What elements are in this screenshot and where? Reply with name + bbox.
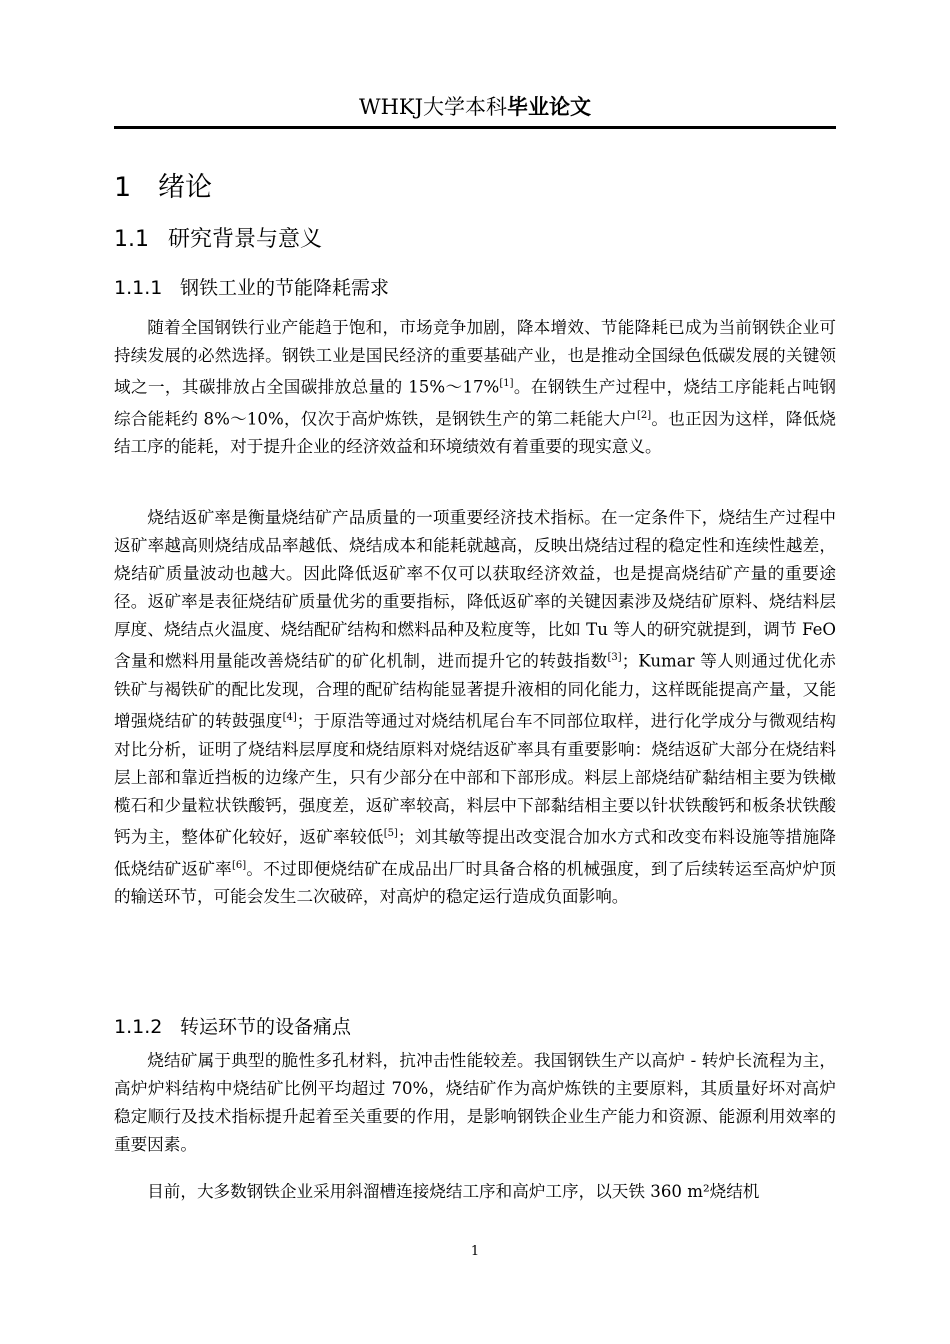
citation-marker: [6] xyxy=(231,859,247,871)
paragraph: 烧结返矿率是衡量烧结矿产品质量的一项重要经济技术指标。在一定条件下，烧结生产过程中返矿率越高则烧结成品率越低、烧结成本和能耗就越高，反映出烧结过程的稳定性和连续性越差，烧结矿质量波动也越大。因此降低返矿率不仅可以获取经济效益，也是提高烧结矿产量的重要途径。返矿率是表征烧结矿质量优劣的重要指标，降低返矿率的关键因素涉及烧结矿原料、烧结料层厚度、烧结点火温度、烧结配矿结构和燃料品种及粒度等，比如 Tu 等人的研究就提到，调节 FeO 含量和燃料用量能改善烧结矿的矿化机制，进而提升它的转鼓指数[3]；Kumar 等人则通过优化赤铁矿与褐铁矿的配比发现，合理的配矿结构能显著提升液相的同化能力，这样既能提高产量，又能增强烧结矿的转鼓强度[4]；于原浩等通过对烧结机尾台车不同部位取样，进行化学成分与微观结构对比分析，证明了烧结料层厚度和烧结原料对烧结返矿率具有重要影响：烧结返矿大部分在烧结料层上部和靠近挡板的边缘产生，只有少部分在中部和下部形成。料层上部烧结矿黏结相主要为铁橄榄石和少量粒状铁酸钙，强度差，返矿率较高，料层中下部黏结相主要以针状铁酸钙和板条状铁酸钙为主，整体矿化较好，返矿率较低[5]；刘其敏等提出改变混合加水方式和改变布料设施等措施降低烧结矿返矿率[6]。不过即便烧结矿在成品出厂时具备合格的机械强度，到了后续转运至高炉炉顶的输送环节，可能会发生二次破碎，对高炉的稳定运行造成负面影响。 xyxy=(114,508,837,907)
header-title-bold: 毕业论文 xyxy=(507,95,591,119)
paragraph: 随着全国钢铁行业产能趋于饱和，市场竞争加剧，降本增效、节能降耗已成为当前钢铁企业可持续发展的必然选择。钢铁工业是国民经济的重要基础产业，也是推动全国绿色低碳发展的关键领域之一，其碳排放占全国碳排放总量的 15%～17%[1]。在钢铁生产过程中，烧结工序能耗占吨钢综合能耗约 8%～10%，仅次于高炉炼铁，是钢铁生产的第二耗能大户[2]。也正因为这样，降低烧结工序的能耗，对于提升企业的经济效益和环境绩效有着重要的现实意义。 xyxy=(114,318,836,457)
section-number: 1.1 xyxy=(114,227,149,252)
citation-marker: [4] xyxy=(282,712,297,724)
subsection-title: 钢铁工业的节能降耗需求 xyxy=(180,277,390,299)
section-heading xyxy=(114,224,322,256)
paragraph: 烧结矿属于典型的脆性多孔材料，抗冲击性能较差。我国钢铁生产以高炉 - 转炉长流程为主，高炉炉料结构中烧结矿比例平均超过 70%，烧结矿作为高炉炼铁的主要原料，其质量好坏对高炉稳定顺行及技术指标提升起着至关重要的作用，是影响钢铁企业生产能力和资源、能源利用效率的重要因素。 xyxy=(114,1051,836,1155)
chapter-title: 绪论 xyxy=(158,172,212,203)
subsection-number: 1.1.1 xyxy=(114,277,163,299)
citation-marker: [3] xyxy=(607,652,622,664)
section-title: 研究背景与意义 xyxy=(168,227,323,252)
paragraph: 目前，大多数钢铁企业采用斜溜槽连接烧结工序和高炉工序，以天铁 360 m²烧结机 xyxy=(147,1182,760,1201)
citation-marker: [2] xyxy=(636,409,652,421)
header-title: WHKJ大学本科 xyxy=(358,95,507,119)
subsection-number: 1.1.2 xyxy=(114,1016,163,1038)
citation-marker: [1] xyxy=(499,378,514,390)
page-number: 1 xyxy=(470,1244,480,1259)
subsection-title: 转运环节的设备痛点 xyxy=(180,1016,352,1038)
citation-marker: [5] xyxy=(383,828,398,840)
subsection-heading xyxy=(114,1012,351,1042)
subsection-heading xyxy=(114,273,389,303)
running-header xyxy=(114,92,836,122)
header-rule xyxy=(114,126,836,129)
chapter-number: 1 xyxy=(114,172,132,203)
chapter-heading xyxy=(114,168,212,208)
